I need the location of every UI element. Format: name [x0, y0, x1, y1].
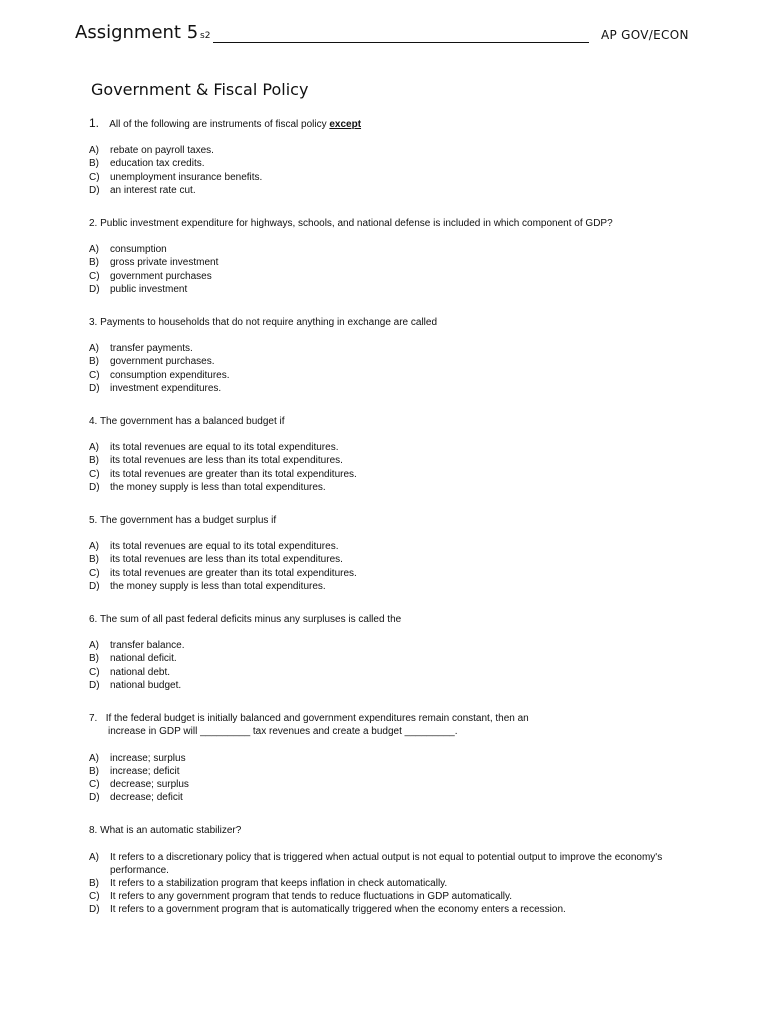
name-blank-line	[213, 42, 589, 43]
answer-option-c	[89, 369, 699, 382]
option-letter: D)	[89, 904, 100, 916]
answer-option-d	[89, 283, 699, 296]
answer-options	[89, 144, 699, 197]
question-stem	[89, 415, 699, 428]
answer-option-a	[89, 144, 699, 157]
option-letter: A)	[89, 752, 99, 764]
answer-option-d	[89, 903, 699, 916]
answer-option-a	[89, 639, 699, 652]
answer-option-a	[89, 752, 699, 765]
option-letter: C)	[89, 666, 100, 678]
option-text: its total revenues are greater than its total expenditures.	[110, 468, 357, 480]
option-text: gross private investment	[110, 257, 219, 269]
question-text: The sum of all past federal deficits minus any surpluses is called the	[99, 614, 402, 626]
option-letter: C)	[89, 171, 100, 183]
option-text: government purchases	[110, 270, 212, 282]
question-text: The government has a budget surplus if	[99, 515, 277, 527]
option-letter: B)	[89, 356, 99, 368]
option-text: increase; deficit	[110, 765, 180, 777]
option-letter: A)	[89, 343, 99, 355]
question-number: 8.	[89, 825, 98, 837]
answer-option-c	[89, 567, 699, 580]
option-letter: A)	[89, 851, 99, 863]
question-7	[89, 712, 699, 804]
answer-option-a	[89, 441, 699, 454]
question-stem	[89, 217, 699, 230]
course-label: AP GOV/ECON	[601, 28, 689, 42]
answer-option-b	[89, 553, 699, 566]
option-text: its total revenues are equal to its total expenditures.	[110, 442, 339, 454]
option-letter: D)	[89, 283, 100, 295]
question-stem	[89, 613, 699, 626]
answer-option-a	[89, 851, 699, 877]
option-text: its total revenues are less than its total expenditures.	[110, 554, 343, 566]
option-text: It refers to any government program that tends to reduce fluctuations in GDP automatically.	[110, 891, 513, 903]
answer-option-d	[89, 791, 699, 804]
answer-option-c	[89, 468, 699, 481]
answer-option-a	[89, 342, 699, 355]
option-text: education tax credits.	[110, 158, 205, 170]
question-5	[89, 514, 699, 593]
answer-options	[89, 540, 699, 593]
option-text: consumption expenditures.	[110, 369, 230, 381]
option-text: its total revenues are equal to its total expenditures.	[110, 541, 339, 553]
option-text: rebate on payroll taxes.	[110, 145, 214, 157]
question-stem	[89, 514, 699, 527]
option-letter: C)	[89, 468, 100, 480]
option-letter: C)	[89, 270, 100, 282]
question-text: The government has a balanced budget if	[99, 416, 285, 428]
answer-option-c	[89, 270, 699, 283]
option-letter: C)	[89, 369, 100, 381]
answer-option-c	[89, 890, 699, 903]
option-letter: A)	[89, 442, 99, 454]
name-prefix: s2	[200, 31, 211, 41]
option-letter: B)	[89, 765, 99, 777]
option-text: transfer balance.	[110, 640, 185, 652]
option-text: consumption	[110, 244, 167, 256]
option-text: public investment	[110, 283, 188, 295]
answer-option-b	[89, 765, 699, 778]
answer-option-c	[89, 666, 699, 679]
option-letter: B)	[89, 257, 99, 269]
question-2	[89, 217, 699, 296]
question-text: Payments to households that do not require anything in exchange are called	[100, 317, 438, 329]
question-stem	[89, 824, 699, 837]
answer-option-b	[89, 652, 699, 665]
option-text: national budget.	[110, 679, 182, 691]
answer-option-d	[89, 382, 699, 395]
answer-option-b	[89, 355, 699, 368]
question-text: What is an automatic stabilizer?	[100, 825, 242, 837]
option-text: decrease; deficit	[110, 792, 183, 804]
option-text: unemployment insurance benefits.	[110, 171, 263, 183]
worksheet-body	[89, 80, 699, 937]
answer-option-b	[89, 256, 699, 269]
question-stem-line-1	[89, 712, 699, 725]
answer-option-b	[89, 157, 699, 170]
answer-options	[89, 639, 699, 692]
option-letter: C)	[89, 891, 100, 903]
option-text: government purchases.	[110, 356, 215, 368]
option-letter: A)	[89, 244, 99, 256]
question-number: 4.	[89, 416, 98, 428]
option-text: investment expenditures.	[110, 382, 222, 394]
question-stem	[89, 316, 699, 329]
answer-option-c	[89, 778, 699, 791]
answer-option-c	[89, 171, 699, 184]
assignment-title: Assignment 5	[75, 22, 199, 43]
option-letter: B)	[89, 158, 99, 170]
option-text: national debt.	[110, 666, 171, 678]
option-text: its total revenues are greater than its total expenditures.	[110, 567, 357, 579]
option-letter: D)	[89, 481, 100, 493]
option-letter: D)	[89, 382, 100, 394]
answer-option-a	[89, 243, 699, 256]
question-stem	[89, 117, 699, 131]
question-number: 1.	[89, 116, 100, 130]
option-letter: A)	[89, 640, 99, 652]
option-text: the money supply is less than total expenditures.	[110, 580, 326, 592]
question-number: 2.	[89, 218, 98, 230]
option-letter: D)	[89, 679, 100, 691]
option-text: decrease; surplus	[110, 778, 189, 790]
page-header	[75, 22, 695, 46]
answer-option-d	[89, 580, 699, 593]
answer-options	[89, 851, 699, 917]
question-stem-line-2: increase in GDP will _________ tax revenues and create a budget _________.	[108, 726, 458, 738]
option-text: an interest rate cut.	[110, 184, 196, 196]
document-title: Government & Fiscal Policy	[91, 80, 309, 99]
option-text: It refers to a government program that is automatically triggered when the economy enters a recession.	[110, 904, 566, 916]
option-letter: B)	[89, 554, 99, 566]
answer-option-d	[89, 679, 699, 692]
option-letter: A)	[89, 145, 99, 157]
question-8	[89, 824, 699, 916]
answer-options	[89, 752, 699, 805]
option-text: increase; surplus	[110, 752, 186, 764]
question-number: 7.	[89, 713, 98, 725]
question-text: Public investment expenditure for highways, schools, and national defense is included in which component of GDP?	[100, 218, 613, 230]
option-letter: B)	[89, 653, 99, 665]
answer-option-b	[89, 877, 699, 890]
answer-options	[89, 243, 699, 296]
answer-option-b	[89, 454, 699, 467]
option-text: the money supply is less than total expenditures.	[110, 481, 326, 493]
question-number: 6.	[89, 614, 98, 626]
option-letter: C)	[89, 567, 100, 579]
option-letter: B)	[89, 455, 99, 467]
option-letter: D)	[89, 792, 100, 804]
answer-options	[89, 441, 699, 494]
option-letter: D)	[89, 184, 100, 196]
option-letter: C)	[89, 778, 100, 790]
question-emphasis: except	[329, 119, 362, 130]
option-text: national deficit.	[110, 653, 177, 665]
option-text: transfer payments.	[110, 343, 193, 355]
question-1	[89, 117, 699, 197]
question-number: 3.	[89, 317, 98, 329]
question-text: If the federal budget is initially balanced and government expenditures remain constant, then an	[105, 713, 529, 725]
option-text: It refers to a stabilization program that keeps inflation in check automatically.	[110, 877, 448, 889]
answer-option-d	[89, 184, 699, 197]
option-letter: B)	[89, 877, 99, 889]
option-text: its total revenues are less than its total expenditures.	[110, 455, 343, 467]
question-text: All of the following are instruments of fiscal policy	[109, 119, 327, 130]
answer-option-a	[89, 540, 699, 553]
option-text: It refers to a discretionary policy that is triggered when actual output is not equal to potential output to improve the economy's performance.	[110, 851, 663, 876]
option-letter: D)	[89, 580, 100, 592]
answer-option-d	[89, 481, 699, 494]
question-number: 5.	[89, 515, 98, 527]
answer-options	[89, 342, 699, 395]
option-letter: A)	[89, 541, 99, 553]
question-stem	[89, 712, 699, 738]
question-6	[89, 613, 699, 692]
question-3	[89, 316, 699, 395]
question-4	[89, 415, 699, 494]
